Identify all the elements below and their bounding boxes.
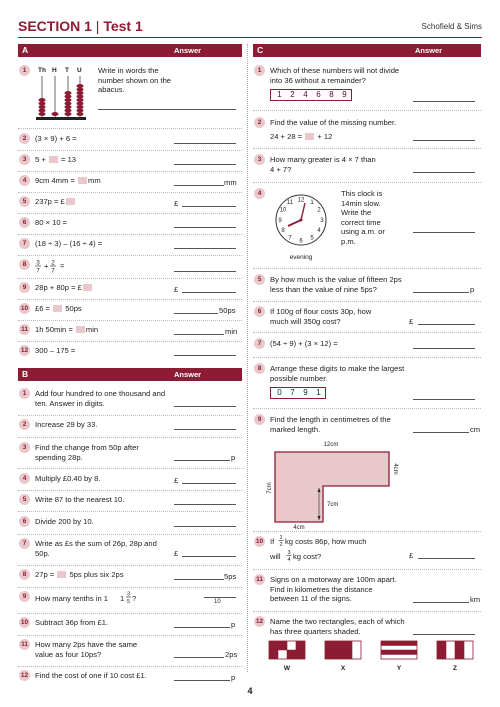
question-a5: 5 237p = £ £ bbox=[18, 196, 242, 214]
question-b1: 1 Add four hundred to one thousand and ten. Answer in digits. bbox=[18, 388, 242, 414]
page-header bbox=[18, 12, 482, 38]
question-a2: 2 (3 × 9) + 6 = bbox=[18, 133, 242, 151]
answer-line[interactable] bbox=[98, 109, 236, 110]
publisher-name: Schofield & Sims bbox=[421, 22, 482, 31]
svg-text:+: + bbox=[44, 261, 49, 271]
answer-line[interactable] bbox=[413, 292, 469, 293]
question-b4: 4 Multiply £0.40 by 8. £ bbox=[18, 473, 242, 491]
question-b8: 8 27p = 5ps plus six 2ps 5ps bbox=[18, 569, 242, 587]
abacus-label-u: U bbox=[77, 67, 82, 74]
answer-line[interactable] bbox=[174, 185, 224, 186]
svg-text:3: 3 bbox=[126, 591, 131, 598]
question-b10: 10 Subtract 36p from £1. p bbox=[20, 618, 236, 629]
section-c-header: C Answer bbox=[253, 44, 481, 57]
abacus-label-th: Th bbox=[38, 67, 46, 74]
question-b3: 3 Find the change from 50p after spending 28p. p bbox=[18, 442, 242, 468]
answer-line[interactable] bbox=[413, 602, 469, 603]
answer-line[interactable] bbox=[174, 355, 236, 356]
section-a-header: A Answer bbox=[18, 44, 242, 57]
svg-text:5: 5 bbox=[126, 599, 131, 605]
rectangle-z bbox=[437, 641, 473, 659]
page-number: 4 bbox=[247, 686, 253, 696]
answer-line[interactable] bbox=[413, 172, 475, 173]
svg-text:4cm: 4cm bbox=[392, 463, 398, 475]
answer-line[interactable] bbox=[174, 164, 236, 165]
answer-line[interactable] bbox=[174, 460, 230, 461]
clock-diagram bbox=[267, 188, 337, 268]
question-a10: 10 £6 = 50ps 50ps bbox=[20, 304, 236, 315]
answer-line[interactable] bbox=[413, 101, 475, 102]
question-c12: 12 Name the two rectangles, each of which has three quarters shaded. W X Y Z bbox=[253, 616, 481, 678]
abacus-diagram bbox=[32, 65, 100, 127]
answer-line[interactable] bbox=[413, 232, 475, 233]
question-a6: 6 80 × 10 = bbox=[18, 217, 242, 235]
svg-text:1: 1 bbox=[120, 594, 125, 603]
missing-box bbox=[78, 177, 87, 184]
svg-text:1: 1 bbox=[279, 535, 283, 541]
answer-line[interactable] bbox=[174, 143, 236, 144]
column-divider bbox=[247, 44, 248, 672]
answer-line[interactable] bbox=[174, 680, 230, 681]
answer-line[interactable] bbox=[418, 324, 475, 325]
svg-text:7cm: 7cm bbox=[267, 482, 273, 494]
question-a4: 4 9cm 4mm = mm mm bbox=[18, 175, 242, 193]
answer-line[interactable] bbox=[182, 483, 236, 484]
question-c1: 1 Which of these numbers will not divide into 36 without a remainder? 1 2 4 6 8 9 bbox=[253, 65, 481, 107]
fraction-question bbox=[269, 533, 409, 567]
question-b5: 5 Write 87 to the nearest 10. bbox=[18, 494, 242, 512]
rectangle-y bbox=[381, 641, 417, 659]
answer-line[interactable] bbox=[418, 558, 475, 559]
rectangles-diagram bbox=[267, 640, 481, 678]
question-a8: 8 3 7 + 2 7 = bbox=[18, 259, 242, 279]
svg-text:7cm: 7cm bbox=[327, 502, 339, 508]
svg-text:7: 7 bbox=[288, 235, 292, 242]
question-text: Write in words the number shown on the abacus. bbox=[98, 66, 172, 94]
answer-line[interactable] bbox=[174, 657, 224, 658]
label-y: Y bbox=[396, 665, 402, 672]
question-b6: 6 Divide 200 by 10. bbox=[18, 516, 242, 534]
answer-line[interactable] bbox=[174, 504, 236, 505]
answer-line[interactable] bbox=[174, 406, 236, 407]
answer-line[interactable] bbox=[182, 556, 236, 557]
clock-caption: evening bbox=[289, 254, 313, 261]
question-c6: 6 If 100g of flour costs 30p, how much will 350g cost? £ bbox=[253, 306, 481, 332]
answer-line[interactable] bbox=[174, 227, 236, 228]
question-a3: 3 5 + = 13 bbox=[18, 154, 242, 172]
question-c5: 5 By how much is the value of fifteen 2ps less than the value of nine 5ps? p bbox=[253, 274, 481, 300]
question-b7: 7 Write as £s the sum of 26p, 28p and 50p. £ bbox=[18, 538, 242, 564]
svg-text:1: 1 bbox=[310, 200, 314, 206]
question-c11: 11 Signs on a motorway are 100m apart. Find in kilometres the distance between 11 of the signs. km bbox=[253, 574, 481, 610]
mixed-number bbox=[120, 589, 140, 607]
question-c9: 9 Find the length in centimetres of the marked length. cm 12cm 4cm 7cm 7cm 4cm bbox=[253, 414, 481, 530]
question-c2: 2 Find the value of the missing number. 24 + 28 = + 12 bbox=[253, 117, 481, 147]
missing-box bbox=[83, 284, 92, 291]
question-b2: 2 Increase 29 by 33. bbox=[18, 419, 242, 437]
missing-box bbox=[53, 305, 62, 312]
question-a1: 1 Th H T U Write in words the number shown on the abacus. bbox=[18, 65, 242, 127]
answer-line[interactable] bbox=[174, 334, 224, 335]
missing-box bbox=[49, 156, 58, 163]
missing-box bbox=[57, 571, 66, 578]
answer-line[interactable] bbox=[174, 313, 218, 314]
missing-box bbox=[305, 133, 314, 140]
svg-text:will: will bbox=[270, 552, 281, 561]
abacus-label-t: T bbox=[65, 67, 69, 74]
svg-text:3: 3 bbox=[36, 260, 40, 267]
answer-line[interactable] bbox=[174, 248, 236, 249]
number-options-box: 1 2 4 6 8 9 bbox=[270, 89, 352, 101]
svg-text:7: 7 bbox=[51, 268, 55, 274]
rectangle-x bbox=[325, 641, 361, 659]
l-shape-diagram bbox=[263, 438, 403, 530]
svg-text:8: 8 bbox=[281, 228, 285, 234]
answer-fraction-line[interactable] bbox=[204, 597, 236, 598]
question-b11: 11 How many 2ps have the same value as four 10ps? 2ps bbox=[18, 639, 242, 665]
label-z: Z bbox=[453, 665, 457, 672]
answer-line[interactable] bbox=[413, 432, 469, 433]
svg-text:4: 4 bbox=[287, 557, 291, 563]
fraction-expression bbox=[34, 258, 84, 274]
digit-options-box: 0 7 9 1 bbox=[270, 387, 326, 399]
question-c3: 3 How many greater is 4 × 7 than 4 + 7? bbox=[253, 154, 481, 180]
answer-line[interactable] bbox=[182, 206, 236, 207]
answer-line[interactable] bbox=[413, 140, 475, 141]
rectangle-w bbox=[269, 641, 305, 659]
label-w: W bbox=[283, 665, 291, 672]
svg-text:3: 3 bbox=[320, 218, 324, 224]
answer-line[interactable] bbox=[182, 292, 236, 293]
abacus-label-h: H bbox=[52, 67, 57, 74]
question-c8: 8 Arrange these digits to make the largest possible number. 0 7 9 1 bbox=[253, 363, 481, 407]
answer-line[interactable] bbox=[174, 271, 236, 272]
question-b9: 9 How many tenths in 1 1 3 5 ? 10 bbox=[18, 591, 242, 613]
svg-text:kg costs 86p, how much: kg costs 86p, how much bbox=[285, 537, 367, 546]
question-a12: 12 300 – 175 = bbox=[18, 345, 242, 363]
svg-text:If: If bbox=[270, 537, 275, 546]
answer-line[interactable] bbox=[413, 348, 475, 349]
svg-text:9: 9 bbox=[278, 218, 282, 224]
answer-line[interactable] bbox=[413, 634, 475, 635]
question-c10: 10 If 1 2 kg costs 86p, how much will 3 4 kg cost? £ bbox=[253, 536, 481, 570]
svg-text:7: 7 bbox=[36, 268, 40, 274]
svg-text:?: ? bbox=[132, 594, 137, 603]
answer-line[interactable] bbox=[174, 526, 236, 527]
answer-line[interactable] bbox=[174, 429, 236, 430]
svg-text:6: 6 bbox=[299, 238, 303, 245]
svg-text:10: 10 bbox=[279, 207, 287, 214]
section-b-header: B Answer bbox=[18, 368, 242, 381]
svg-text:11: 11 bbox=[286, 200, 294, 206]
answer-line[interactable] bbox=[413, 399, 475, 400]
answer-line[interactable] bbox=[174, 579, 224, 580]
question-c7: 7 (54 ÷ 9) + (3 × 12) = bbox=[253, 338, 481, 356]
question-c4: 4 12 1 2 3 4 5 6 7 8 9 10 11 evening This clock is 14min slow. Write the correct time using a.m. or p.m. bbox=[253, 188, 481, 274]
question-a11: 11 1h 50min = min min bbox=[18, 324, 242, 342]
question-a9: 9 28p + 80p = £ £ bbox=[18, 282, 242, 300]
svg-text:2: 2 bbox=[51, 260, 55, 267]
svg-text:4: 4 bbox=[317, 228, 321, 234]
question-a7: 7 (18 ÷ 3) – (16 ÷ 4) = bbox=[18, 238, 242, 256]
svg-text:12cm: 12cm bbox=[323, 442, 339, 448]
svg-text:kg cost?: kg cost? bbox=[293, 552, 322, 561]
label-x: X bbox=[340, 665, 346, 672]
svg-text:2: 2 bbox=[317, 207, 321, 214]
missing-box bbox=[66, 198, 75, 205]
svg-text:5: 5 bbox=[310, 235, 314, 242]
svg-text:2: 2 bbox=[279, 542, 283, 548]
page-title: SECTION 1 | Test 1 bbox=[18, 18, 143, 34]
svg-text:=: = bbox=[60, 261, 65, 271]
svg-text:3: 3 bbox=[287, 550, 291, 556]
missing-box bbox=[76, 326, 85, 333]
answer-line[interactable] bbox=[174, 627, 230, 628]
question-b12: 12 Find the cost of one if 10 cost £1. p bbox=[20, 671, 236, 682]
svg-text:4cm: 4cm bbox=[293, 525, 305, 530]
svg-text:12: 12 bbox=[297, 197, 305, 204]
